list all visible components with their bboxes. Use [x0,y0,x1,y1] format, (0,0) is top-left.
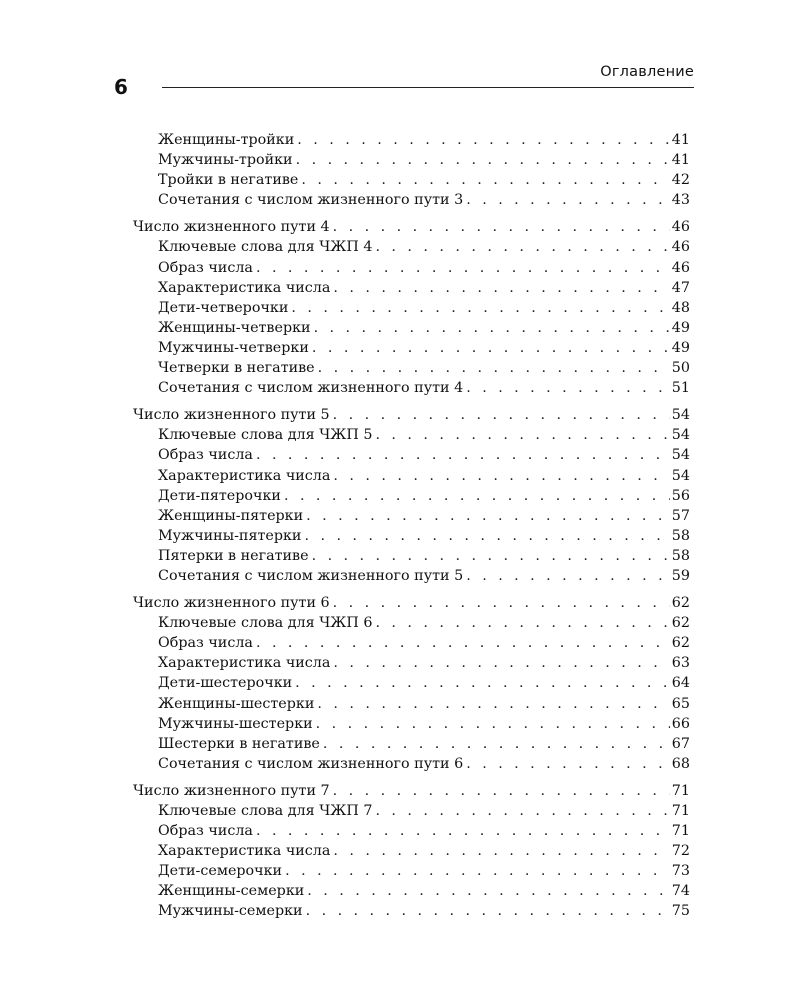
toc-section [133,130,690,210]
toc-subentry-title: Женщины-четверки [158,319,311,336]
toc-subentry[interactable] [133,318,690,338]
toc-subentry-page-number: 74 [671,883,690,900]
toc-subentry[interactable] [133,714,690,734]
toc-subentry-title: Четверки в негативе [158,360,315,377]
dot-leader [318,358,670,378]
toc-subentry-title: Мужчины-семерки [158,903,303,920]
toc-chapter-entry-page-number: 71 [671,782,690,799]
toc-subentry-title: Мужчины-пятерки [158,527,302,544]
toc-subentry-title: Характеристика числа [158,655,331,672]
toc-subentry[interactable] [133,425,690,445]
toc-subentry-title: Сочетания с числом жизненного пути 5 [158,567,464,584]
dot-leader [375,237,669,257]
toc-chapter-entry-title: Число жизненного пути 4 [133,219,330,236]
toc-subentry-page-number: 58 [671,527,690,544]
toc-chapter-entry[interactable] [133,217,690,237]
toc-subentry-page-number: 66 [671,715,690,732]
toc-subentry[interactable] [133,901,690,921]
dot-leader [304,526,669,546]
toc-subentry-page-number: 63 [671,655,690,672]
toc-subentry[interactable] [133,506,690,526]
toc-subentry[interactable] [133,821,690,841]
toc-subentry[interactable] [133,278,690,298]
dot-leader [284,486,670,506]
toc-subentry-title: Женщины-шестерки [158,695,315,712]
dot-leader [316,714,670,734]
toc-subentry-title: Мужчины-тройки [158,152,293,169]
toc-chapter-entry-page-number: 54 [671,407,690,424]
toc-subentry-page-number: 48 [671,299,690,316]
toc-subentry-title: Дети-семерочки [158,863,283,880]
toc-subentry-page-number: 59 [671,567,690,584]
toc-subentry-page-number: 62 [671,635,690,652]
toc-subentry[interactable] [133,130,690,150]
dot-leader [312,338,670,358]
toc-subentry-page-number: 64 [671,675,690,692]
toc-subentry-page-number: 51 [671,380,690,397]
dot-leader [375,425,669,445]
toc-subentry[interactable] [133,566,690,586]
toc-chapter-entry-page-number: 62 [671,595,690,612]
toc-chapter-entry[interactable] [133,593,690,613]
toc-subentry[interactable] [133,694,690,714]
toc-subentry-page-number: 46 [671,239,690,256]
toc-subentry-page-number: 54 [671,427,690,444]
toc-subentry-title: Сочетания с числом жизненного пути 3 [158,192,464,209]
toc-subentry-title: Ключевые слова для ЧЖП 4 [158,239,373,256]
toc-subentry[interactable] [133,466,690,486]
toc-subentry-page-number: 71 [671,803,690,819]
toc-subentry-page-number: 56 [671,487,690,504]
dot-leader [306,901,670,921]
toc-section [133,781,690,922]
toc-subentry[interactable] [133,734,690,754]
header-rule [162,87,694,88]
toc-chapter-entry-title: Число жизненного пути 7 [133,782,330,799]
toc-subentry-page-number: 54 [671,467,690,484]
toc-subentry[interactable] [133,486,690,506]
dot-leader [333,466,669,486]
dot-leader [317,694,669,714]
dot-leader [285,861,670,881]
toc-chapter-entry[interactable] [133,405,690,425]
toc-subentry[interactable] [133,298,690,318]
toc-subentry[interactable] [133,150,690,170]
toc-subentry-page-number: 41 [671,152,690,169]
dot-leader [333,841,669,861]
toc-subentry-title: Шестерки в негативе [158,735,320,752]
toc-subentry-title: Женщины-пятерки [158,507,304,524]
dot-leader [466,378,670,398]
running-head: Оглавление [600,64,694,80]
dot-leader [297,130,670,150]
toc-subentry[interactable] [133,237,690,257]
toc-chapter-entry[interactable] [133,781,690,801]
toc-subentry-page-number: 68 [671,755,690,772]
toc-subentry-page-number: 67 [671,735,690,752]
toc-subentry-title: Образ числа [158,823,253,840]
toc-subentry[interactable] [133,338,690,358]
toc-subentry-title: Дети-шестерочки [158,675,293,692]
toc-subentry-title: Женщины-семерки [158,883,305,900]
toc-subentry-title: Мужчины-четверки [158,339,309,356]
toc-subentry-title: Сочетания с числом жизненного пути 4 [158,380,464,397]
toc-subentry-page-number: 58 [671,547,690,564]
toc-subentry-title: Сочетания с числом жизненного пути 6 [158,755,464,772]
toc-subentry-title: Образ числа [158,259,253,276]
toc-subentry-page-number: 57 [671,507,690,524]
toc-subentry-title: Пятерки в негативе [158,547,309,564]
toc-subentry[interactable] [133,613,690,633]
toc-subentry-page-number: 65 [671,695,690,712]
dot-leader [333,278,669,298]
toc-subentry-page-number: 47 [671,279,690,296]
toc-subentry[interactable] [133,378,690,398]
dot-leader [375,801,669,821]
toc-section [133,217,690,398]
toc-subentry-title: Ключевые слова для ЧЖП 5 [158,427,373,444]
page-number: 6 [114,75,128,99]
dot-leader [323,734,670,754]
dot-leader [291,298,669,318]
dot-leader [333,781,670,801]
toc-subentry-page-number: 42 [671,172,690,189]
toc-section [133,593,690,774]
toc-subentry-page-number: 41 [671,132,690,148]
toc-subentry[interactable] [133,258,690,278]
toc-subentry-page-number: 50 [671,360,690,377]
dot-leader [314,318,670,338]
dot-leader [256,258,670,278]
toc-subentry-page-number: 46 [671,259,690,276]
toc-chapter-entry-title: Число жизненного пути 6 [133,595,330,612]
dot-leader [466,190,670,210]
dot-leader [333,405,670,425]
toc-subentry-page-number: 49 [671,319,690,336]
toc-subentry-page-number: 62 [671,615,690,632]
dot-leader [333,653,669,673]
toc-subentry-title: Мужчины-шестерки [158,715,313,732]
dot-leader [375,613,669,633]
toc-subentry[interactable] [133,754,690,774]
toc-subentry[interactable] [133,881,690,901]
toc-subentry-title: Женщины-тройки [158,132,295,148]
toc-subentry[interactable] [133,190,690,210]
toc-subentry[interactable] [133,526,690,546]
toc-subentry-title: Дети-пятерочки [158,487,281,504]
dot-leader [466,566,670,586]
toc-chapter-entry-title: Число жизненного пути 5 [133,407,330,424]
toc-subentry[interactable] [133,861,690,881]
toc-subentry[interactable] [133,546,690,566]
dot-leader [295,673,670,693]
dot-leader [306,506,670,526]
toc-chapter-entry-page-number: 46 [671,219,690,236]
dot-leader [296,150,670,170]
dot-leader [301,170,669,190]
toc-subentry-title: Ключевые слова для ЧЖП 6 [158,615,373,632]
table-of-contents [133,130,690,929]
toc-subentry[interactable] [133,633,690,653]
toc-subentry[interactable] [133,653,690,673]
dot-leader [256,633,670,653]
toc-subentry[interactable] [133,445,690,465]
toc-subentry-title: Образ числа [158,447,253,464]
toc-subentry-page-number: 43 [671,192,690,209]
toc-subentry-page-number: 75 [671,903,690,920]
toc-subentry[interactable] [133,801,690,821]
dot-leader [466,754,670,774]
toc-section [133,405,690,586]
toc-subentry[interactable] [133,673,690,693]
toc-subentry[interactable] [133,170,690,190]
dot-leader [256,445,670,465]
toc-subentry-page-number: 72 [671,843,690,860]
toc-subentry-page-number: 71 [671,823,690,840]
toc-subentry[interactable] [133,358,690,378]
toc-subentry-page-number: 73 [671,863,690,880]
toc-subentry-title: Ключевые слова для ЧЖП 7 [158,803,373,819]
toc-subentry-page-number: 54 [671,447,690,464]
toc-subentry-title: Тройки в негативе [158,172,299,189]
dot-leader [333,593,670,613]
dot-leader [312,546,670,566]
toc-subentry[interactable] [133,841,690,861]
dot-leader [256,821,670,841]
toc-subentry-title: Дети-четверочки [158,299,289,316]
toc-subentry-page-number: 49 [671,339,690,356]
toc-subentry-title: Образ числа [158,635,253,652]
toc-subentry-title: Характеристика числа [158,843,331,860]
dot-leader [307,881,670,901]
toc-subentry-title: Характеристика числа [158,467,331,484]
toc-subentry-title: Характеристика числа [158,279,331,296]
dot-leader [333,217,670,237]
